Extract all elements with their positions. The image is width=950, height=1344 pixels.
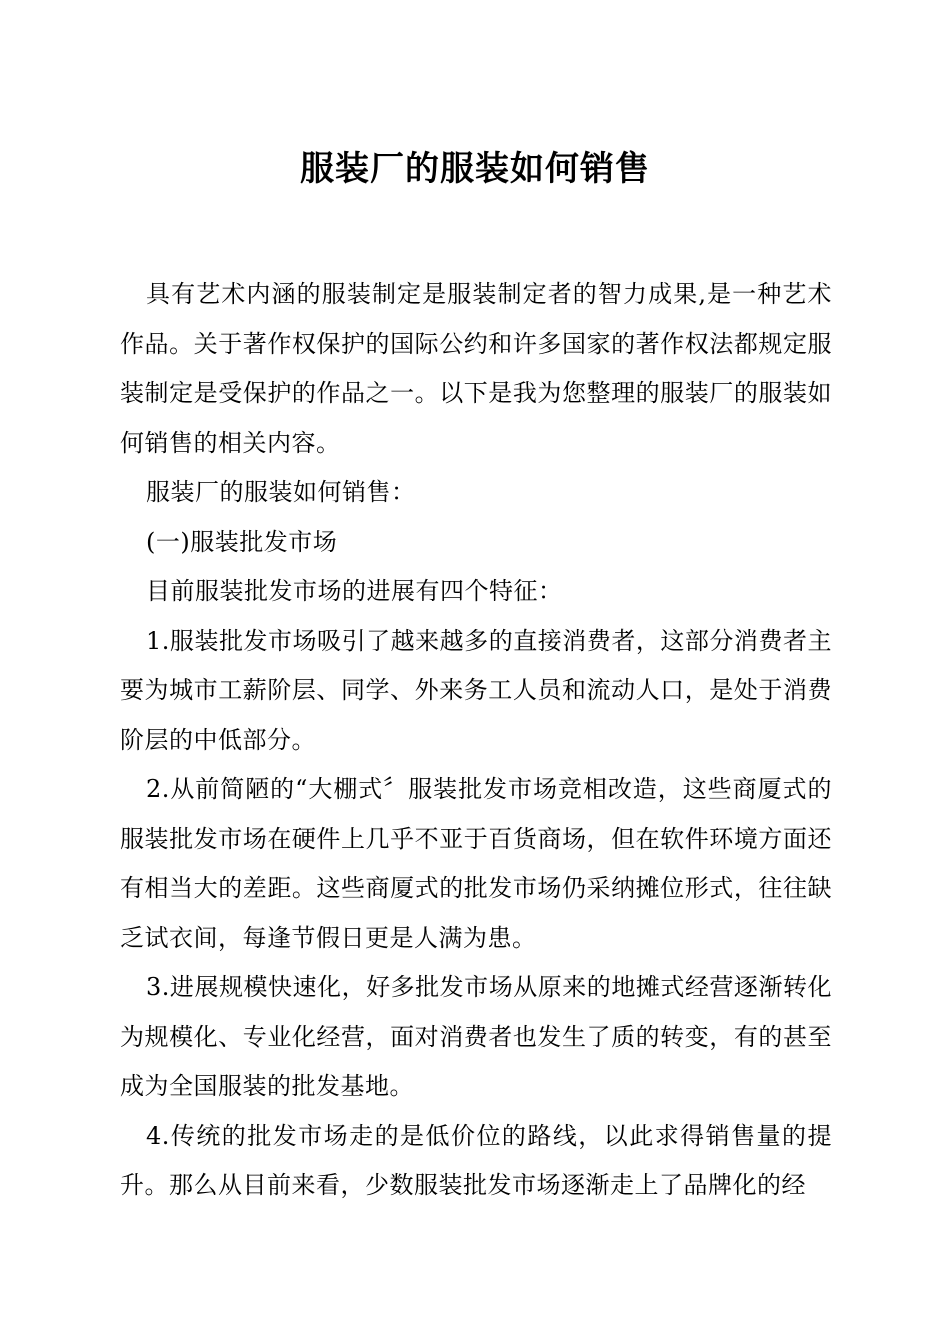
paragraph-intro: 具有艺术内涵的服装制定是服装制定者的智力成果,是一种艺术作品。关于著作权保护的国际公约和许多国家的著作权法都规定服装制定是受保护的作品之一。以下是我为您整理的服装厂的服装如何销售的相关内容。 xyxy=(120,280,832,457)
page-title: 服装厂的服装如何销售 xyxy=(300,149,650,189)
paragraph-feature-4: 4.传统的批发市场走的是低价位的路线，以此求得销售量的提升。那么从目前来看，少数服装批发市场逐渐走上了品牌化的经 xyxy=(120,1121,832,1199)
paragraph-section-heading: 服装厂的服装如何销售： xyxy=(146,478,416,506)
document-body xyxy=(120,270,832,1211)
paragraph-features-intro: 目前服装批发市场的进展有四个特征： xyxy=(146,577,563,605)
paragraph-subheading-wholesale-market: (一)服装批发市场 xyxy=(146,527,338,556)
paragraph-feature-1: 1.服装批发市场吸引了越来越多的直接消费者，这部分消费者主要为城市工薪阶层、同学、外来务工人员和流动人口，是处于消费阶层的中低部分。 xyxy=(120,626,832,754)
paragraph-feature-3: 3.进展规模快速化，好多批发市场从原来的地摊式经营逐渐转化为规模化、专业化经营，面对消费者也发生了质的转变，有的甚至成为全国服装的批发基地。 xyxy=(120,973,832,1100)
paragraph-feature-2: 2.从前简陋的“大棚式〞服装批发市场竞相改造，这些商厦式的服装批发市场在硬件上几乎不亚于百货商场，但在软件环境方面还有相当大的差距。这些商厦式的批发市场仍采纳摊位形式，往往缺乏试衣间，每逢节假日更是人满为患。 xyxy=(120,775,832,952)
